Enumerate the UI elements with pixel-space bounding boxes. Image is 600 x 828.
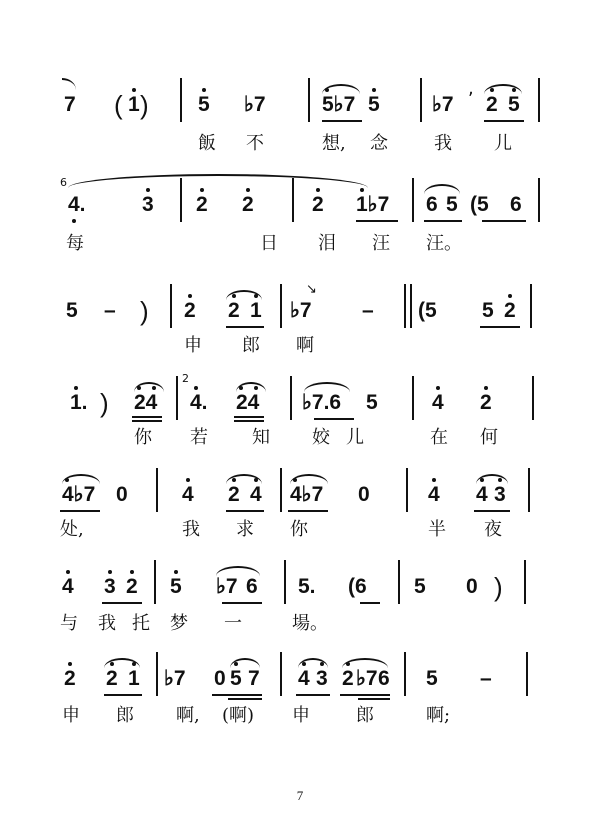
note: 2 bbox=[126, 576, 138, 598]
note: 5 bbox=[426, 667, 438, 690]
bar-line bbox=[412, 178, 414, 222]
lyric: 郎 bbox=[242, 335, 260, 356]
note: 4 bbox=[182, 484, 194, 506]
bar-line bbox=[406, 468, 408, 512]
paren-close: ) bbox=[494, 572, 503, 602]
note: 5 bbox=[368, 94, 380, 116]
music-line-2 bbox=[0, 170, 600, 260]
bar-line bbox=[538, 178, 540, 222]
lyric: 我 bbox=[434, 133, 452, 154]
lyric: 夜 bbox=[484, 519, 502, 540]
bar-line bbox=[524, 560, 526, 604]
underline bbox=[234, 416, 264, 418]
underline bbox=[222, 602, 262, 604]
note: 4 bbox=[250, 484, 262, 506]
lyric: 日 bbox=[260, 233, 278, 254]
arrow-mark: ↘ bbox=[306, 282, 317, 297]
lyric: (啊) bbox=[222, 705, 255, 726]
lyric: 泪 bbox=[318, 233, 336, 254]
dash: – bbox=[362, 299, 374, 322]
lyric: 你 bbox=[134, 427, 152, 448]
paren-close: ) bbox=[100, 388, 109, 418]
bar-line bbox=[528, 468, 530, 512]
note-group: 24 bbox=[236, 392, 259, 414]
note: (6 bbox=[348, 575, 367, 598]
note: 5 bbox=[230, 668, 242, 690]
underline bbox=[104, 694, 142, 696]
music-line-4 bbox=[0, 368, 600, 458]
bar-line bbox=[410, 284, 412, 328]
paren-open: ( bbox=[114, 90, 123, 120]
note: 3 bbox=[494, 484, 506, 506]
note: ♭7 bbox=[290, 299, 312, 322]
underline bbox=[102, 602, 142, 604]
underline bbox=[356, 220, 398, 222]
note: (5 bbox=[418, 299, 437, 322]
bar-line bbox=[180, 178, 182, 222]
note: 4 bbox=[62, 576, 74, 598]
bar-line bbox=[398, 560, 400, 604]
lyric: 一 bbox=[224, 613, 242, 634]
lyric: 你 bbox=[290, 519, 308, 540]
underline bbox=[60, 510, 100, 512]
note: ♭7 bbox=[432, 93, 454, 116]
tie-mark bbox=[62, 78, 76, 90]
long-slur bbox=[68, 174, 368, 188]
note: 3 bbox=[142, 194, 154, 216]
note: 1. bbox=[70, 392, 88, 414]
note: 4 bbox=[432, 392, 444, 414]
lyric: 郎 bbox=[356, 705, 374, 726]
note: 4 bbox=[428, 484, 440, 506]
note: 6 bbox=[246, 575, 258, 598]
note: 2 bbox=[106, 668, 118, 690]
rest: 0 bbox=[466, 575, 478, 598]
note: 4 bbox=[298, 668, 310, 690]
note: 6 bbox=[426, 193, 438, 216]
note-group: 5♭7 bbox=[322, 94, 355, 116]
underline bbox=[212, 694, 262, 696]
note: 1 bbox=[250, 300, 262, 322]
note: 3 bbox=[104, 576, 116, 598]
bar-line bbox=[156, 468, 158, 512]
double-underline bbox=[234, 420, 264, 422]
note-group: ♭7.6 bbox=[302, 391, 342, 414]
note: 2 bbox=[342, 668, 354, 690]
underline bbox=[360, 602, 380, 604]
note: 5 bbox=[170, 576, 182, 598]
note: 2 bbox=[228, 300, 240, 322]
rest: 0 bbox=[214, 667, 226, 690]
bar-line bbox=[280, 284, 282, 328]
note: 4 bbox=[476, 484, 488, 506]
underline bbox=[484, 120, 524, 122]
bar-line bbox=[170, 284, 172, 328]
paren-close: ) bbox=[140, 296, 149, 326]
lyric: 我 bbox=[98, 613, 116, 634]
note-group: 24 bbox=[134, 392, 157, 414]
grace-note: 2 bbox=[182, 372, 189, 385]
note: 2 bbox=[480, 392, 492, 414]
note: (5 bbox=[470, 193, 489, 216]
note: 7 bbox=[248, 667, 260, 690]
double-underline bbox=[132, 420, 162, 422]
bar-line bbox=[538, 78, 540, 122]
lyric: 申 bbox=[184, 335, 202, 356]
note: 2 bbox=[196, 194, 208, 216]
lyric: 托 bbox=[132, 613, 150, 634]
note-group: 1♭7 bbox=[356, 194, 389, 216]
bar-line bbox=[176, 376, 178, 420]
note: 5. bbox=[298, 575, 316, 598]
bar-line bbox=[284, 560, 286, 604]
note: 5 bbox=[198, 94, 210, 116]
dash: – bbox=[104, 299, 116, 322]
bar-line bbox=[280, 652, 282, 696]
bar-line bbox=[180, 78, 182, 122]
lyric: 姣 bbox=[312, 427, 330, 448]
bar-line bbox=[404, 652, 406, 696]
grace-note: 6 bbox=[60, 176, 67, 189]
lyric: 若 bbox=[190, 427, 208, 448]
lyric: 念 bbox=[370, 133, 388, 154]
lyric: 啊; bbox=[426, 705, 451, 726]
note: 4. bbox=[68, 194, 86, 216]
underline bbox=[296, 694, 330, 696]
lyric: 处, bbox=[60, 519, 84, 540]
bar-line bbox=[308, 78, 310, 122]
page-number: 7 bbox=[296, 788, 304, 803]
bar-line bbox=[420, 78, 422, 122]
paren-close: ) bbox=[140, 90, 149, 120]
note: 5 bbox=[482, 299, 494, 322]
note: 2 bbox=[64, 668, 76, 690]
note: 6 bbox=[378, 667, 390, 690]
lyric: 啊 bbox=[296, 335, 314, 356]
music-line-6 bbox=[0, 552, 600, 642]
bar-line bbox=[290, 376, 292, 420]
double-underline bbox=[228, 698, 262, 700]
note: 7 bbox=[64, 93, 76, 116]
note: 5 bbox=[66, 299, 78, 322]
lyric: 在 bbox=[430, 427, 448, 448]
double-underline bbox=[358, 698, 390, 700]
lyric: 想, bbox=[322, 133, 346, 154]
lyric: 半 bbox=[428, 519, 446, 540]
note: ♭7 bbox=[216, 575, 238, 598]
lyric: 我 bbox=[182, 519, 200, 540]
note: 1 bbox=[128, 668, 140, 690]
lyric: 求 bbox=[236, 519, 254, 540]
note: 2 bbox=[312, 194, 324, 216]
underline bbox=[322, 120, 362, 122]
underline bbox=[288, 510, 328, 512]
underline bbox=[226, 326, 264, 328]
lyric: 每 bbox=[66, 233, 84, 254]
lyric: 飯 bbox=[198, 133, 216, 154]
note: 2 bbox=[228, 484, 240, 506]
bar-line bbox=[280, 468, 282, 512]
lyric: 何 bbox=[480, 427, 498, 448]
note: 2 bbox=[486, 94, 498, 116]
lyric: 郎 bbox=[116, 705, 134, 726]
lyric: 知 bbox=[252, 427, 270, 448]
note: ♭7 bbox=[244, 93, 266, 116]
underline bbox=[340, 694, 390, 696]
dash: – bbox=[480, 667, 492, 690]
music-line-7 bbox=[0, 644, 600, 734]
bar-line bbox=[156, 652, 158, 696]
lyric: 儿 bbox=[346, 427, 364, 448]
lyric: 場。 bbox=[292, 613, 328, 634]
note: 4. bbox=[190, 392, 208, 414]
bar-line bbox=[532, 376, 534, 420]
rest: 0 bbox=[358, 483, 370, 506]
note: 6 bbox=[510, 193, 522, 216]
note: ♭7 bbox=[356, 667, 378, 690]
lyric: 梦 bbox=[170, 613, 188, 634]
note-group: 4♭7 bbox=[290, 484, 323, 506]
music-line-3 bbox=[0, 276, 600, 366]
note: 2 bbox=[184, 300, 196, 322]
music-line-1 bbox=[0, 70, 600, 160]
music-line-5 bbox=[0, 460, 600, 550]
note: 1 bbox=[128, 94, 140, 116]
note: 2 bbox=[504, 300, 516, 322]
bar-line bbox=[530, 284, 532, 328]
bar-line bbox=[526, 652, 528, 696]
underline bbox=[480, 326, 520, 328]
bar-line bbox=[154, 560, 156, 604]
note: 5 bbox=[366, 391, 378, 414]
lyric: 申 bbox=[62, 705, 80, 726]
note: 3 bbox=[316, 668, 328, 690]
breath-mark: , bbox=[468, 78, 474, 99]
lyric: 啊, bbox=[176, 705, 200, 726]
lyric: 汪 bbox=[372, 233, 390, 254]
note-group: 4♭7 bbox=[62, 484, 95, 506]
note: ♭7 bbox=[164, 667, 186, 690]
note: 5 bbox=[414, 575, 426, 598]
bar-line bbox=[404, 284, 406, 328]
underline bbox=[482, 220, 526, 222]
underline bbox=[424, 220, 462, 222]
underline bbox=[226, 510, 264, 512]
lyric: 汪。 bbox=[426, 233, 462, 254]
rest: 0 bbox=[116, 483, 128, 506]
lyric: 申 bbox=[292, 705, 310, 726]
lyric: 与 bbox=[60, 613, 78, 634]
bar-line bbox=[412, 376, 414, 420]
bar-line bbox=[292, 178, 294, 222]
note: 2 bbox=[242, 194, 254, 216]
note: 5 bbox=[508, 94, 520, 116]
underline bbox=[132, 416, 162, 418]
lyric: 不 bbox=[246, 133, 264, 154]
underline bbox=[314, 418, 354, 420]
underline bbox=[474, 510, 510, 512]
lyric: 儿 bbox=[494, 133, 512, 154]
note: 5 bbox=[446, 193, 458, 216]
